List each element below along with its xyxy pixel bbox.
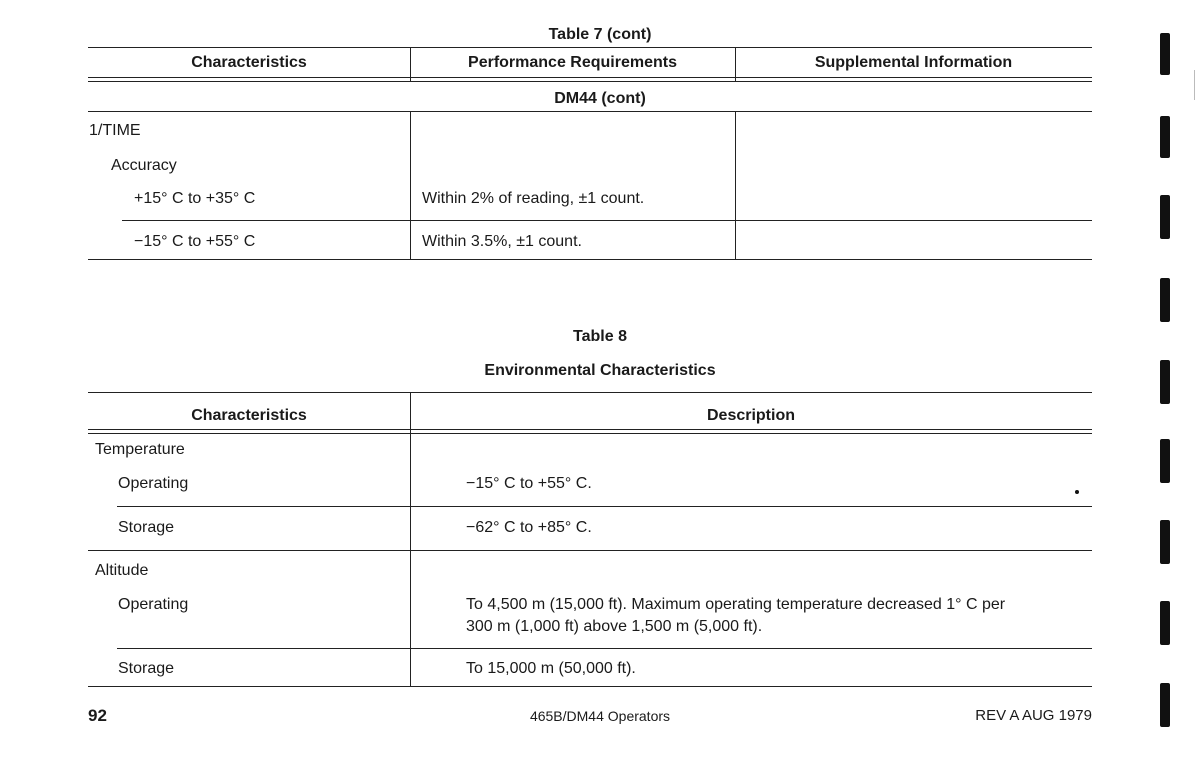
table7-sub: Accuracy bbox=[111, 157, 177, 174]
change-bar bbox=[1160, 360, 1170, 404]
table8-col-description: Description bbox=[706, 407, 795, 424]
altitude-operating-desc-2: 300 m (1,000 ft) above 1,500 m (5,000 ft). bbox=[466, 618, 763, 635]
table7-row2-char: −15° C to +55° C bbox=[134, 233, 256, 250]
table7-row-rule bbox=[122, 220, 1092, 221]
table8-divider bbox=[410, 392, 411, 687]
table7-col-supplemental: Supplemental Information bbox=[814, 54, 1013, 71]
table7-body-divider-2 bbox=[735, 111, 736, 259]
temperature-operating-desc: −15° C to +55° C. bbox=[466, 475, 592, 492]
temperature-storage-label: Storage bbox=[118, 519, 175, 536]
table7-col-performance: Performance Requirements bbox=[468, 54, 677, 71]
table7-body-divider-1 bbox=[410, 111, 411, 259]
table7-title: Table 7 (cont) bbox=[548, 26, 652, 43]
table8-top-rule bbox=[88, 392, 1092, 393]
temperature-label: Temperature bbox=[95, 441, 185, 458]
change-bar bbox=[1160, 278, 1170, 322]
altitude-operating-label: Operating bbox=[118, 596, 189, 613]
table8-title: Table 8 bbox=[573, 328, 627, 345]
altitude-operating-desc-1: To 4,500 m (15,000 ft). Maximum operating temperature decreased 1° C per bbox=[466, 596, 1006, 613]
temperature-row-rule bbox=[117, 506, 1092, 507]
change-bar bbox=[1160, 33, 1170, 75]
manual-title: 465B/DM44 Operators bbox=[529, 708, 671, 724]
change-bar bbox=[1160, 195, 1170, 239]
table8-bottom-rule bbox=[88, 686, 1092, 687]
altitude-storage-label: Storage bbox=[118, 660, 175, 677]
revision-label: REV A AUG 1979 bbox=[975, 707, 1092, 724]
stray-dot bbox=[1075, 490, 1079, 494]
table8-col-characteristics: Characteristics bbox=[191, 407, 307, 424]
change-bar bbox=[1160, 520, 1170, 564]
altitude-label: Altitude bbox=[95, 562, 149, 579]
table8-group-rule bbox=[88, 550, 1092, 551]
scan-edge-mark bbox=[1194, 70, 1195, 100]
table8-subtitle: Environmental Characteristics bbox=[484, 362, 716, 379]
change-bar bbox=[1160, 683, 1170, 727]
temperature-operating-label: Operating bbox=[118, 475, 189, 492]
table7-row1-perf: Within 2% of reading, ±1 count. bbox=[422, 190, 645, 207]
table7-section-label: DM44 (cont) bbox=[554, 90, 646, 107]
table7-header-double-rule-a bbox=[88, 77, 1092, 78]
table7-bottom-rule bbox=[88, 259, 1092, 260]
table8-header-double-rule-a bbox=[88, 429, 1092, 430]
table7-col-characteristics: Characteristics bbox=[191, 54, 307, 71]
altitude-row-rule bbox=[117, 648, 1092, 649]
table7-header-double-rule-b bbox=[88, 81, 1092, 82]
table7-row2-perf: Within 3.5%, ±1 count. bbox=[422, 233, 582, 250]
table8-header-double-rule-b bbox=[88, 433, 1092, 434]
page-number: 92 bbox=[88, 706, 107, 725]
altitude-storage-desc: To 15,000 m (50,000 ft). bbox=[466, 660, 636, 677]
table7-section-rule bbox=[88, 111, 1092, 112]
table7-row1-char: +15° C to +35° C bbox=[134, 190, 256, 207]
change-bar bbox=[1160, 601, 1170, 645]
table7-param: 1/TIME bbox=[89, 122, 141, 139]
table7-top-rule bbox=[88, 47, 1092, 48]
change-bar bbox=[1160, 439, 1170, 483]
change-bar bbox=[1160, 116, 1170, 158]
temperature-storage-desc: −62° C to +85° C. bbox=[466, 519, 592, 536]
